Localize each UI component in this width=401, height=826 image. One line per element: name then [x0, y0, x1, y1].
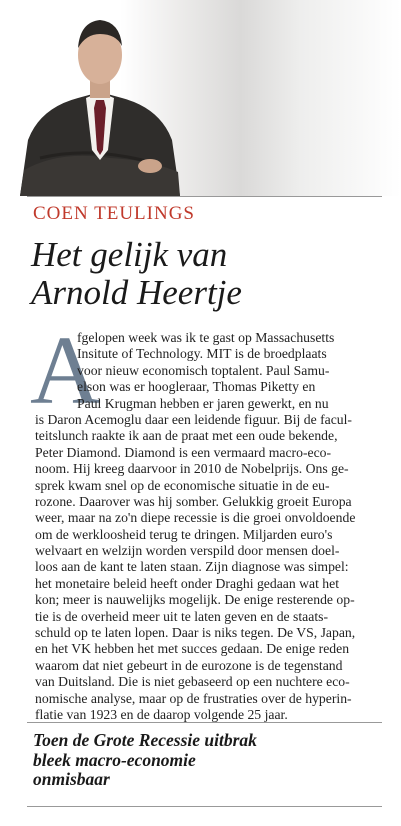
body-line: rozone. Daarover was hij somber. Gelukkig groeit Europa: [35, 493, 352, 509]
body-line: flatie van 1923 en de daarop volgende 25 jaar.: [35, 706, 288, 722]
headline-line: Het gelijk van: [31, 235, 228, 274]
drop-cap: A: [30, 317, 101, 425]
body-line: waarom dat niet gebeurt in de eurozone is de tegenstand: [35, 657, 343, 673]
pull-quote-line: onmisbaar: [33, 769, 110, 789]
pull-quote-line: Toen de Grote Recessie uitbrak: [33, 730, 257, 750]
body-line: welvaart en welzijn worden verspild door mensen doel-: [35, 543, 340, 559]
top-divider: [27, 196, 382, 197]
portrait-illustration: [0, 0, 401, 196]
body-line: van Duitsland. Die is niet gebaseerd op een nuchtere eco-: [35, 674, 350, 690]
body-line: fgelopen week was ik te gast op Massachusetts: [77, 330, 335, 345]
headline-line: Arnold Heertje: [31, 273, 242, 312]
body-line: noom. Hij kreeg daarvoor in 2010 de Nobelprijs. Ons ge-: [35, 461, 349, 477]
body-line: om de werkloosheid terug te dringen. Miljarden euro's: [35, 526, 333, 542]
body-line: sprek kwam snel op de economische situatie in de eu-: [35, 477, 330, 493]
body-line: kon; meer is nauwelijks mogelijk. De enige resterende op-: [35, 592, 355, 608]
quote-divider-top: [27, 722, 382, 723]
body-line: Paul Krugman hebben er jaren gewerkt, en nu: [77, 395, 329, 411]
body-line: teitslunch raakte ik aan de praat met een oude bekende,: [35, 428, 338, 444]
body-line: het monetaire beleid heeft onder Draghi gedaan wat het: [35, 575, 340, 591]
article-body: [35, 330, 381, 723]
pull-quote: [33, 731, 373, 790]
body-line: tie is de overheid meer uit te laten geven en de staats-: [35, 608, 329, 624]
body-line: Insitute of Technology. MIT is de broedplaats: [77, 346, 327, 362]
body-line: nomische analyse, maar op de frustraties over de hyperin-: [35, 690, 352, 706]
author-photo: [0, 0, 401, 196]
body-line: elson was er hoogleraar, Thomas Piketty en: [77, 379, 316, 395]
body-line: is Daron Acemoglu daar een leidende figuur. Bij de facul-: [35, 411, 352, 427]
body-line: en het VK hebben het met succes gedaan. De enige reden: [35, 641, 350, 657]
body-line: voor nieuw economisch toptalent. Paul Samu-: [77, 362, 330, 378]
author-name: COEN TEULINGS: [33, 203, 196, 224]
body-line: schuld op te laten lopen. Daar is niks tegen. De VS, Japan,: [35, 625, 356, 641]
quote-divider-bottom: [27, 806, 382, 807]
body-line: loos aan de kant te laten staan. Zijn diagnose was simpel:: [35, 559, 349, 575]
body-line: weer, maar na zo'n diepe recessie is die groei onvoldoende: [35, 510, 356, 526]
body-line: Peter Diamond. Diamond is een vermaard macro-eco-: [35, 444, 332, 460]
pull-quote-line: bleek macro-economie: [33, 749, 196, 770]
headline: [31, 236, 371, 312]
